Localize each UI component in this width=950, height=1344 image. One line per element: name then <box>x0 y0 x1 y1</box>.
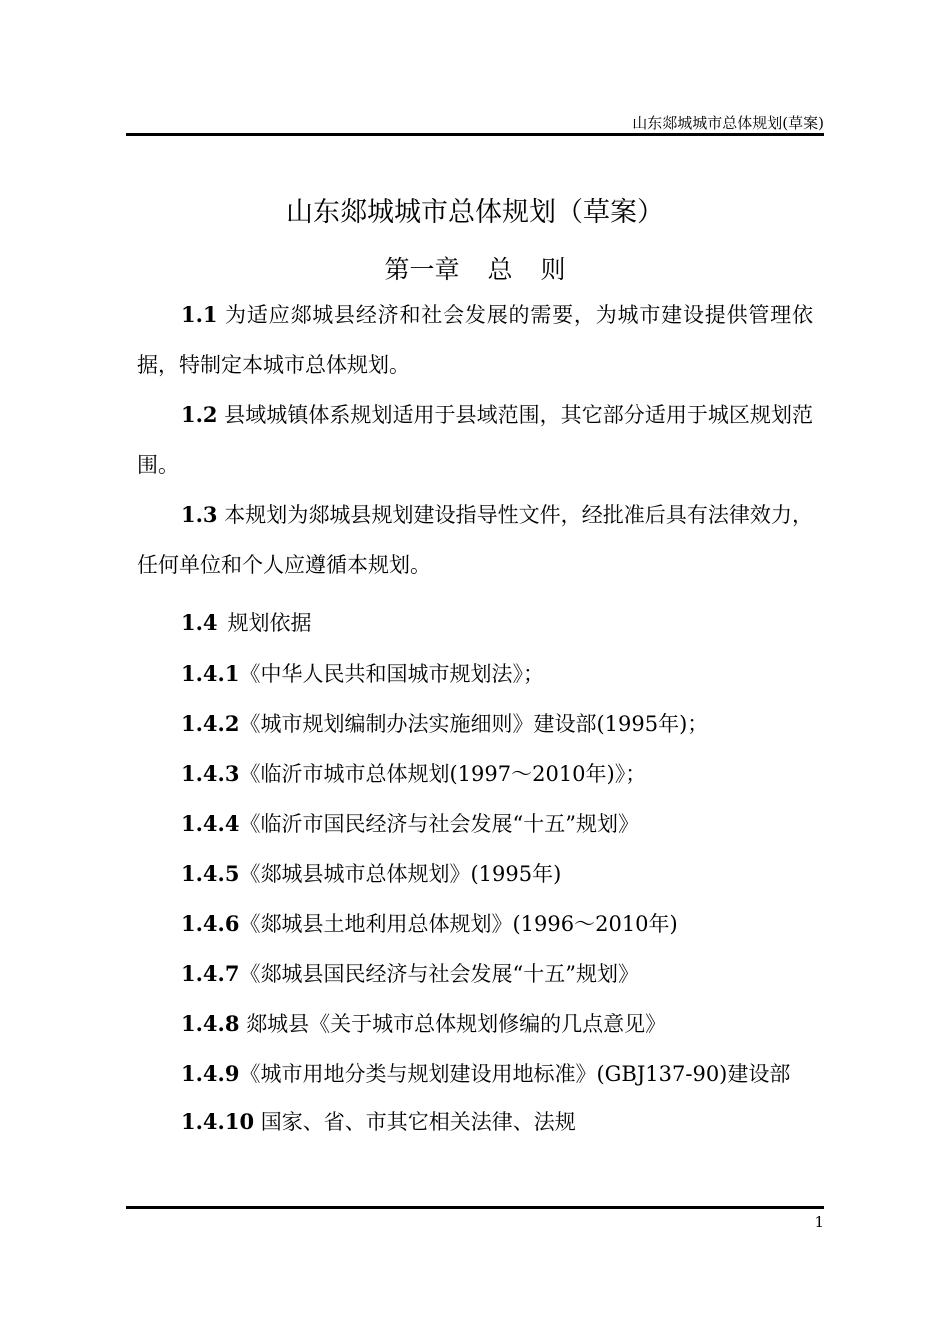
list-item <box>181 658 544 688</box>
chapter-heading <box>0 250 950 286</box>
chapter-number: 第一章 <box>384 255 460 284</box>
item-number: 1.4.5 <box>181 861 240 886</box>
paragraph-text: 本规划为郯城县规划建设指导性文件，经批准后具有法律效力，任何单位和个人应遵循本规划。 <box>137 503 813 577</box>
list-item <box>181 858 561 888</box>
item-number: 1.4.1 <box>181 661 240 686</box>
item-text: 《临沂市城市总体规划(1997～2010年)》； <box>239 762 647 786</box>
paragraph-1-1 <box>137 290 813 390</box>
item-text: 《城市规划编制办法实施细则》建设部(1995年)； <box>239 712 709 736</box>
item-text: 郯城县《关于城市总体规划修编的几点意见》 <box>239 1012 667 1036</box>
item-text: 《城市用地分类与规划建设用地标准》(GBJ137-90)建设部 <box>239 1062 791 1086</box>
item-text: 《临沂市国民经济与社会发展“十五”规划》 <box>239 812 639 836</box>
paragraph-number: 1.3 <box>181 502 218 527</box>
item-number: 1.4.10 <box>181 1109 255 1134</box>
item-text: 国家、省、市其它相关法律、法规 <box>254 1110 576 1134</box>
paragraph-text: 为适应郯城县经济和社会发展的需要，为城市建设提供管理依据，特制定本城市总体规划。 <box>137 303 813 377</box>
item-number: 1.4.7 <box>181 961 240 986</box>
paragraph-number: 1.2 <box>181 402 218 427</box>
item-text: 《中华人民共和国城市规划法》； <box>239 662 544 686</box>
list-item <box>181 1008 666 1038</box>
chapter-word-1: 总 <box>487 255 513 284</box>
list-item <box>181 808 639 838</box>
item-text: 《郯城县国民经济与社会发展“十五”规划》 <box>239 962 639 986</box>
paragraph-number: 1.1 <box>181 302 218 327</box>
list-item <box>181 1106 576 1136</box>
document-title: 山东郯城城市总体规划（草案） <box>286 197 664 228</box>
section-heading-1-4 <box>181 607 312 637</box>
paragraph-1-2 <box>137 390 813 490</box>
chapter-word-2: 则 <box>540 255 566 284</box>
item-text: 《郯城县城市总体规划》(1995年) <box>239 862 562 886</box>
section-number: 1.4 <box>181 610 218 635</box>
list-item <box>181 1058 790 1088</box>
page-number: 1 <box>814 1213 824 1231</box>
header-rule <box>126 133 824 136</box>
item-text: 《郯城县土地利用总体规划》(1996～2010年) <box>239 912 678 936</box>
list-item <box>181 958 639 988</box>
item-number: 1.4.2 <box>181 711 240 736</box>
list-item <box>181 708 708 738</box>
footer-rule <box>126 1206 824 1209</box>
item-number: 1.4.4 <box>181 811 240 836</box>
running-header: 山东郯城城市总体规划(草案) <box>632 114 824 132</box>
section-title: 规划依据 <box>227 611 312 635</box>
paragraph-1-3 <box>137 490 813 590</box>
paragraph-text: 县域城镇体系规划适用于县域范围，其它部分适用于城区规划范围。 <box>137 403 813 477</box>
list-item <box>181 758 646 788</box>
item-number: 1.4.6 <box>181 911 240 936</box>
item-number: 1.4.8 <box>181 1011 240 1036</box>
list-item <box>181 908 678 938</box>
item-number: 1.4.9 <box>181 1061 240 1086</box>
item-number: 1.4.3 <box>181 761 240 786</box>
